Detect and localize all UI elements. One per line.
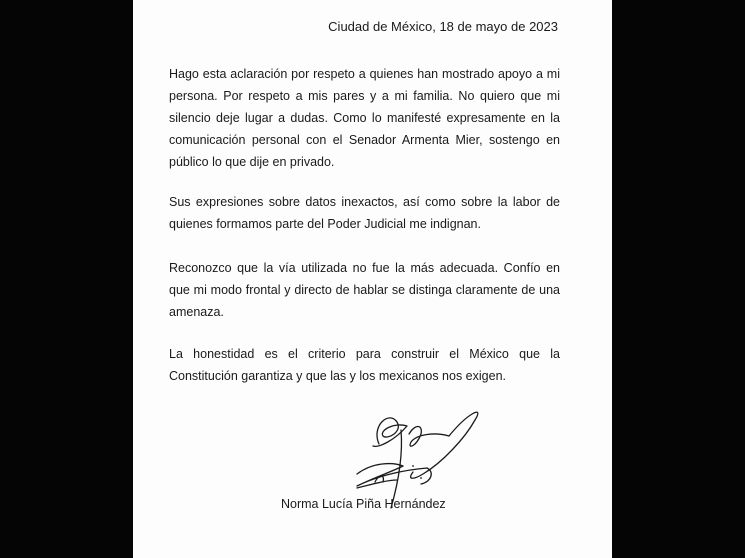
signer-name: Norma Lucía Piña Hernández [281,497,446,511]
paragraph-4: La honestidad es el criterio para construir el México que la Constitución garantiza y que las y los mexicanos nos exigen. [169,347,560,383]
letter-date: Ciudad de México, 18 de mayo de 2023 [328,19,558,34]
paragraph-2: Sus expresiones sobre datos inexactos, así como sobre la labor de quienes formamos parte del Poder Judicial me indignan. [169,195,560,231]
paragraph-3: Reconozco que la vía utilizada no fue la más adecuada. Confío en que mi modo frontal y directo de hablar se distinga claramente de una amenaza. [169,261,560,319]
paragraph-1: Hago esta aclaración por respeto a quienes han mostrado apoyo a mi persona. Por respeto a mis pares y a mi familia. No quiero que mi silencio deje lugar a dudas. Como lo manifesté expresamente en la comunicación personal con el Senador Armenta Mier, sostengo en público lo que dije en privado. [169,67,560,169]
background-left-panel [0,0,133,558]
letter-page [133,0,612,558]
background-right-panel [612,0,745,558]
